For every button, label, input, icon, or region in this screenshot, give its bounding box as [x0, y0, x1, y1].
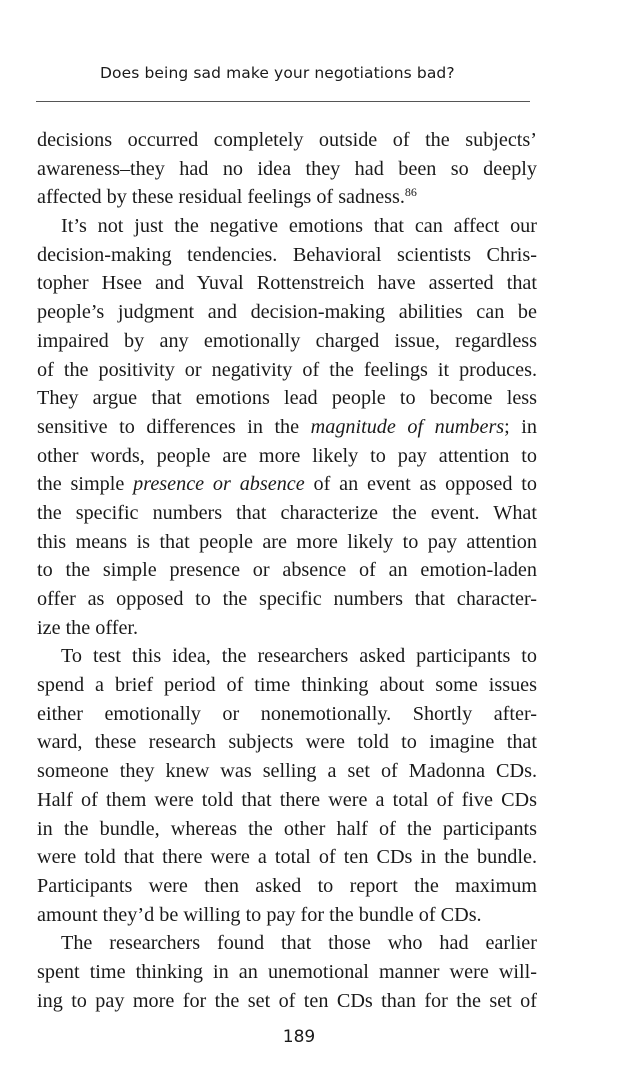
text-line: people’s judgment and decision-making abilities can be [37, 301, 537, 324]
text-line: the specific numbers that characterize the event. What [37, 501, 537, 524]
text-line: spent time thinking in an unemotional manner were will- [37, 960, 537, 983]
text-line: someone they knew was selling a set of Madonna CDs. [37, 760, 537, 783]
text-line: ing to pay more for the set of ten CDs than for the set of [37, 989, 537, 1012]
text-run: sensitive to differences in the [37, 415, 311, 438]
text-line [37, 413, 537, 442]
text-line: were told that there were a total of ten CDs in the bundle. [37, 846, 537, 869]
text-line: spend a brief period of time thinking about some issues [37, 674, 537, 697]
text-line: Half of them were told that there were a total of five CDs [37, 788, 537, 811]
text-line [37, 470, 537, 499]
text-run: the simple [37, 473, 134, 496]
page-number: 189 [282, 1027, 316, 1047]
text-line: other words, people are more likely to pay attention to [37, 444, 537, 467]
text-line [37, 183, 537, 212]
text-line: amount they’d be willing to pay for the bundle of CDs. [37, 903, 482, 926]
text-line: this means is that people are more likely to pay attention [37, 530, 537, 553]
footnote-reference: 86 [404, 185, 417, 200]
text-line: decision-making tendencies. Behavioral scientists Chris- [37, 243, 537, 266]
text-line: They argue that emotions lead people to become less [37, 387, 537, 410]
running-head: Does being sad make your negotiations bad? [100, 64, 455, 82]
text-line: in the bundle, whereas the other half of the participants [37, 817, 537, 840]
text-run: affected by these residual feelings of sadness. [37, 186, 405, 209]
text-line: topher Hsee and Yuval Rottenstreich have asserted that [37, 272, 537, 295]
text-line: offer as opposed to the specific numbers that character- [37, 588, 537, 610]
paragraph-first-line: The researchers found that those who had earlier [61, 932, 537, 955]
text-line: of the positivity or negativity of the feelings it produces. [37, 358, 537, 381]
text-run: ; in [504, 415, 537, 438]
text-line: ward, these research subjects were told to imagine that [37, 731, 537, 754]
italic-phrase: presence or absence [133, 473, 305, 496]
text-line: ize the offer. [37, 616, 139, 639]
text-line: either emotionally or nonemotionally. Shortly after- [37, 702, 537, 725]
text-line: to the simple presence or absence of an emotion-laden [37, 559, 537, 582]
header-rule [36, 101, 530, 102]
text-run: of an event as opposed to [304, 473, 537, 496]
paragraph-first-line: It’s not just the negative emotions that can affect our [61, 215, 537, 238]
italic-phrase: magnitude of numbers [310, 415, 505, 438]
text-line: Participants were then asked to report the maximum [37, 874, 537, 897]
paragraph-first-line: To test this idea, the researchers asked participants to [61, 645, 537, 668]
text-line: impaired by any emotionally charged issue, regardless [37, 329, 537, 352]
body-text [37, 126, 537, 1015]
text-line: awareness–they had no idea they had been so deeply [37, 157, 537, 180]
text-line: decisions occurred completely outside of the subjects’ [37, 129, 537, 151]
